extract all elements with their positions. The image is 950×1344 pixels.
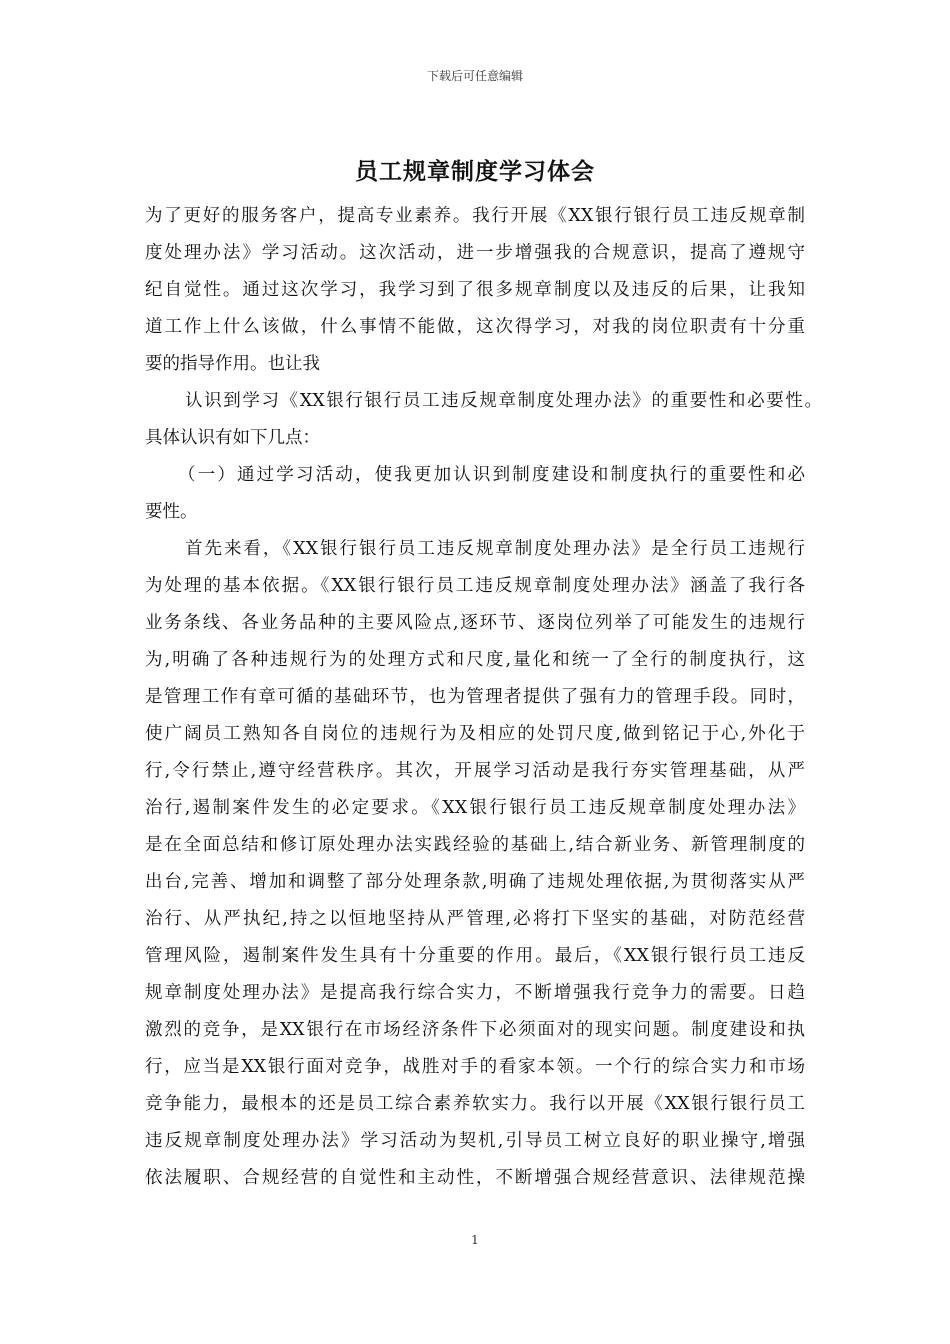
document-title: 员工规章制度学习体会 — [355, 158, 595, 185]
body-line: 是在全面总结和修订原处理办法实践经验的基础上,结合新业务、新管理制度的 — [145, 835, 805, 855]
body-line: 是管理工作有章可循的基础环节，也为管理者提供了强有力的管理手段。同时， — [145, 687, 805, 707]
body-line: 激烈的竞争，是XX银行在市场经济条件下必须面对的现实问题。制度建设和执 — [145, 1020, 805, 1040]
body-line: 依法履职、合规经营的自觉性和主动性，不断增强合规经营意识、法律规范操 — [145, 1168, 805, 1188]
body-line: 治行,遏制案件发生的必定要求。《XX银行银行员工违反规章制度处理办法》 — [145, 798, 805, 818]
body-line: 出台,完善、增加和调整了部分处理条款,明确了违规处理依据,为贯彻落实从严 — [145, 872, 805, 892]
body-line: 为处理的基本依据。《XX银行银行员工违反规章制度处理办法》涵盖了我行各 — [145, 576, 805, 596]
body-line: 首先来看，《XX银行银行员工违反规章制度处理办法》是全行员工违规行 — [185, 539, 805, 559]
body-line: 具体认识有如下几点： — [145, 428, 320, 448]
body-line: 使广阔员工熟知各自岗位的违规行为及相应的处罚尺度,做到铭记于心,外化于 — [145, 724, 805, 744]
body-line: 行,令行禁止,遵守经营秩序。其次，开展学习活动是我行夯实管理基础，从严 — [145, 761, 805, 781]
page-number: 1 — [471, 1233, 479, 1247]
body-line: 为,明确了各种违规行为的处理方式和尺度,量化和统一了全行的制度执行，这 — [145, 650, 805, 670]
body-line: 业务条线、各业务品种的主要风险点,逐环节、逐岗位列举了可能发生的违规行 — [145, 613, 805, 633]
body-line: 规章制度处理办法》是提高我行综合实力，不断增强我行竞争力的需要。日趋 — [145, 983, 805, 1003]
body-line: 竞争能力，最根本的还是员工综合素养软实力。我行以开展《XX银行银行员工 — [145, 1094, 805, 1114]
body-line: 治行、从严执纪,持之以恒地坚持从严管理,必将打下坚实的基础，对防范经营 — [145, 909, 805, 929]
body-line: 纪自觉性。通过这次学习，我学习到了很多规章制度以及违反的后果，让我知 — [145, 280, 805, 300]
body-line: （一）通过学习活动，使我更加认识到制度建设和制度执行的重要性和必 — [178, 465, 805, 485]
body-line: 认识到学习《XX银行银行员工违反规章制度处理办法》的重要性和必要性。 — [185, 391, 822, 411]
body-line: 要性。 — [145, 502, 198, 522]
body-line: 道工作上什么该做，什么事情不能做，这次得学习，对我的岗位职责有十分重 — [145, 317, 805, 337]
page-header: 下载后可任意编辑 — [426, 69, 523, 83]
body-line: 违反规章制度处理办法》学习活动为契机,引导员工树立良好的职业操守,增强 — [145, 1131, 805, 1151]
body-line: 要的指导作用。也让我 — [145, 354, 320, 374]
body-line: 为了更好的服务客户，提高专业素养。我行开展《XX银行银行员工违反规章制 — [145, 206, 805, 226]
body-line: 管理风险，遏制案件发生具有十分重要的作用。最后，《XX银行银行员工违反 — [145, 946, 805, 966]
body-line: 行，应当是XX银行面对竞争，战胜对手的看家本领。一个行的综合实力和市场 — [145, 1057, 805, 1077]
body-line: 度处理办法》学习活动。这次活动，进一步增强我的合规意识，提高了遵规守 — [145, 243, 805, 263]
